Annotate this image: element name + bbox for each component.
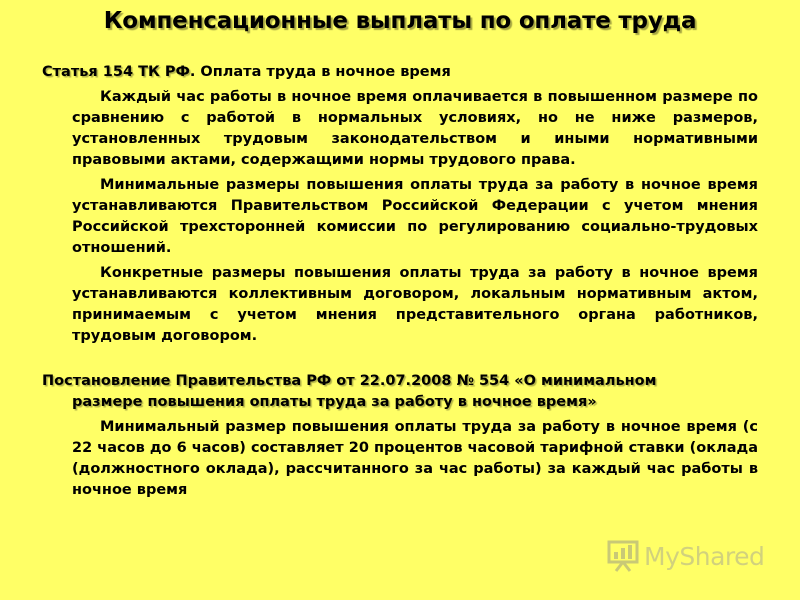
watermark [606,536,766,576]
presentation-board-icon [606,539,640,573]
slide-content [42,62,758,501]
decree-heading-line-1: Постановление Правительства РФ от 22.07.2008 № 554 «О минимальном [42,373,657,389]
decree-heading-line-2: размере повышения оплаты труда за работу в ночное время» [72,394,597,410]
section1-paragraph-2: Минимальные размеры повышения оплаты труда за работу в ночное время устанавливаются Правительством Российской Федерации с учетом мнения Российской трехсторонней комиссии по регулированию социально-трудовых отношений. [72,177,758,256]
slide-title: Компенсационные выплаты по оплате труда [103,8,697,34]
section1-paragraph-3: Конкретные размеры повышения оплаты труда за работу в ночное время устанавливаются коллективным договором, локальным нормативным актом, принимаемым с учетом мнения представительного органа работников, трудовым договором. [72,265,758,344]
section2-heading [42,371,758,413]
article-reference: Статья 154 ТК РФ [42,64,190,80]
watermark-text: MyShared [644,541,765,571]
section1-heading [42,62,758,83]
section1-paragraph-1: Каждый час работы в ночное время оплачивается в повышенном размере по сравнению с работой в нормальных условиях, но не ниже размеров, установленных трудовым законодательством и иными нормативными правовыми актами, содержащими нормы трудового права. [72,89,758,168]
section-gap [42,347,758,371]
section2-paragraph-1: Минимальный размер повышения оплаты труда за работу в ночное время (с 22 часов до 6 часов) составляет 20 процентов часовой тарифной ставки (оклада (должностного оклада), рассчитанного за час работы) за каждый час работы в ночное время [72,419,758,498]
article-title: . Оплата труда в ночное время [189,64,451,80]
